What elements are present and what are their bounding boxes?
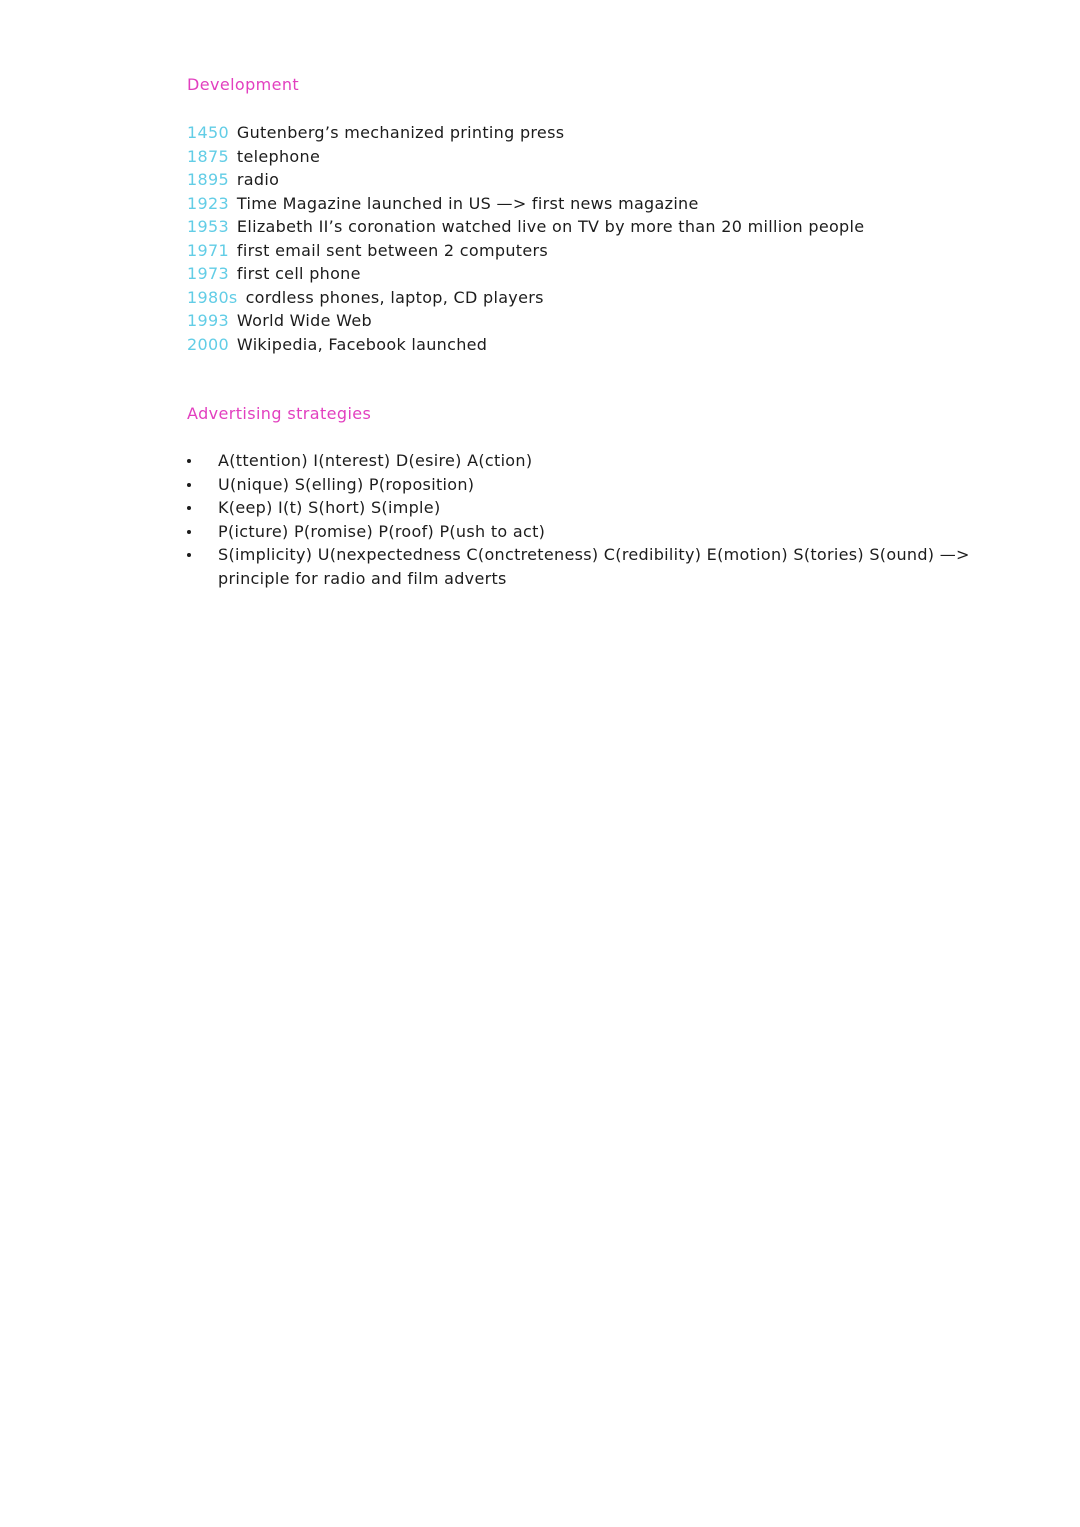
bullet-icon	[187, 553, 191, 557]
advertising-heading: Advertising strategies	[187, 404, 372, 423]
timeline-entry	[187, 239, 864, 263]
list-item	[187, 543, 987, 590]
strategy-text: K(eep) I(t) S(hort) S(imple)	[218, 498, 441, 517]
timeline-entry	[187, 192, 864, 216]
bullet-icon	[187, 506, 191, 510]
timeline-entry	[187, 145, 864, 169]
timeline-year: 1450	[187, 123, 229, 142]
timeline-year: 1993	[187, 311, 229, 330]
timeline-event: first cell phone	[236, 264, 361, 283]
timeline-event: first email sent between 2 computers	[236, 240, 549, 260]
list-item	[187, 520, 987, 544]
timeline-entry	[187, 168, 864, 192]
development-timeline	[187, 121, 864, 356]
timeline-event: Wikipedia, Facebook launched	[236, 334, 488, 354]
strategy-text: S(implicity) U(nexpectedness C(onctreteness) C(redibility) E(motion) S(tories) S(ound) —> principle for radio and film adverts	[218, 545, 970, 588]
timeline-event: radio	[236, 170, 280, 189]
timeline-year: 1875	[187, 146, 229, 166]
bullet-icon	[187, 459, 191, 463]
timeline-year: 1971	[187, 240, 229, 260]
timeline-entry	[187, 121, 864, 145]
timeline-year: 1953	[187, 217, 229, 236]
timeline-event: cordless phones, laptop, CD players	[245, 287, 544, 307]
strategy-text: A(ttention) I(nterest) D(esire) A(ction)	[218, 451, 533, 470]
timeline-year: 1980s	[187, 287, 238, 307]
bullet-icon	[187, 483, 191, 487]
development-heading: Development	[187, 75, 300, 94]
timeline-event: telephone	[236, 146, 321, 166]
list-item	[187, 496, 987, 520]
list-item	[187, 449, 987, 473]
bullet-icon	[187, 530, 191, 534]
timeline-event: Time Magazine launched in US —> first news magazine	[236, 193, 699, 213]
advertising-strategies-list	[187, 449, 987, 590]
timeline-event: Gutenberg’s mechanized printing press	[236, 123, 565, 142]
timeline-event: World Wide Web	[236, 311, 372, 330]
timeline-year: 1973	[187, 264, 229, 283]
timeline-event: Elizabeth II’s coronation watched live on TV by more than 20 million people	[236, 217, 865, 236]
strategy-text: U(nique) S(elling) P(roposition)	[218, 474, 475, 494]
timeline-year: 1923	[187, 193, 229, 213]
timeline-entry	[187, 286, 864, 310]
timeline-entry	[187, 333, 864, 357]
timeline-entry	[187, 309, 864, 333]
list-item	[187, 473, 987, 497]
strategy-text: P(icture) P(romise) P(roof) P(ush to act)	[218, 521, 546, 541]
timeline-entry	[187, 262, 864, 286]
timeline-year: 2000	[187, 334, 229, 354]
timeline-year: 1895	[187, 170, 229, 189]
timeline-entry	[187, 215, 864, 239]
